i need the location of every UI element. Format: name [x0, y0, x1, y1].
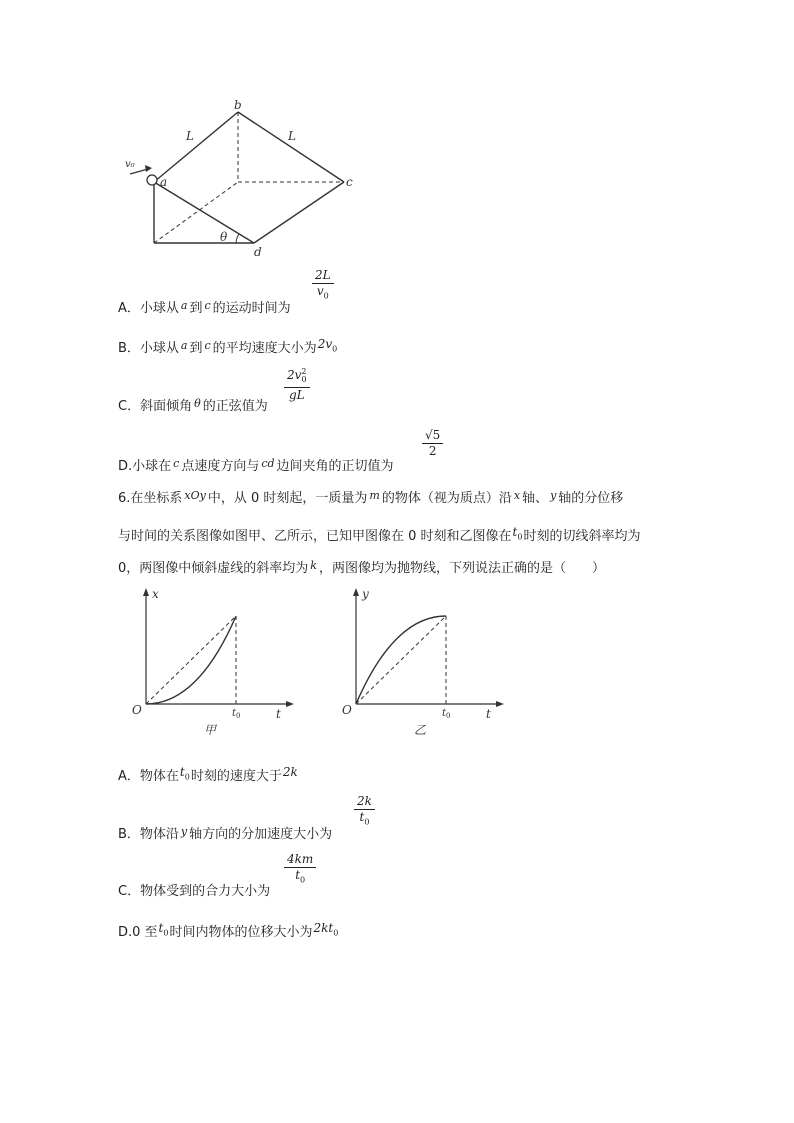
q6-option-c: C．物体受到的合力大小为: [118, 884, 271, 899]
yi-x-arrow: [496, 701, 504, 707]
jia-y-label: x: [152, 587, 159, 601]
label-L-right: L: [288, 129, 296, 143]
incline-figure: [118, 100, 368, 260]
q6-stem-line3: 0，两图像中倾斜虚线的斜率均为 $^k$ ，两图像均为抛物线，下列说法正确的是（ ）: [118, 559, 605, 576]
label-v0: v₀: [125, 159, 135, 170]
q5-option-d: D.小球在 $^c$ 点速度方向与 $^{cd}$ 边间夹角的正切值为: [118, 457, 394, 474]
jia-y-arrow: [143, 588, 149, 596]
edge-b-c: [238, 112, 344, 182]
yi-caption: 乙: [414, 723, 427, 737]
q6-c-fraction: $\frac{4km}{t_0}$: [284, 852, 316, 887]
velocity-arrowhead: [145, 165, 152, 172]
q5-c-fraction: $\frac{2v^2_0}{gL}$: [284, 364, 310, 403]
yi-x-label: t: [486, 707, 491, 721]
q5-a-fraction: $\frac{2L}{v_0}$: [312, 268, 334, 303]
edge-a-b: [154, 112, 238, 182]
jia-caption: 甲: [204, 723, 217, 737]
label-theta: θ: [220, 230, 228, 244]
yi-y-arrow: [353, 588, 359, 596]
jia-x-arrow: [286, 701, 294, 707]
graph-yi: [338, 586, 508, 742]
q5-option-a: A．小球从 $^a$ 到 $^c$ 的运动时间为: [118, 299, 291, 316]
label-b: b: [234, 100, 242, 112]
label-d: d: [254, 245, 262, 259]
graph-jia: [128, 586, 298, 742]
label-L-left: L: [186, 129, 194, 143]
q6-option-a: A．物体在$t_0$时刻的速度大于2k: [118, 765, 298, 784]
q6-option-b: B．物体沿 $^y$ 轴方向的分加速度大小为: [118, 825, 333, 842]
jia-dashed-slope: [146, 616, 236, 704]
label-a: a: [160, 175, 168, 189]
yi-y-label: y: [362, 587, 369, 601]
q6-b-fraction: $\frac{2k}{t_0}$: [354, 794, 375, 829]
yi-dashed-slope: [356, 616, 446, 704]
jia-x-label: t: [276, 707, 281, 721]
yi-tick-t0: $t_0$: [442, 708, 451, 720]
q5-option-b: B．小球从 $^a$ 到 $^c$ 的平均速度大小为$2v_0$: [118, 337, 338, 356]
jia-tick-t0: $t_0$: [232, 708, 241, 720]
q6-stem-line2: 与时间的关系图像如图甲、乙所示，已知甲图像在 0 时刻和乙图像在$t_0$时刻的切线斜率均为: [118, 525, 641, 544]
theta-arc: [236, 234, 239, 243]
q5-d-fraction: $\frac{√5}{2}$: [422, 428, 443, 459]
q6-option-d: D.0 至$t_0$时间内物体的位移大小为$2kt_0$: [118, 921, 339, 940]
q5-option-c: C．斜面倾角 $^\theta$ 的正弦值为: [118, 397, 268, 414]
yi-origin: O: [342, 703, 352, 717]
label-c: c: [346, 175, 353, 189]
jia-origin: O: [132, 703, 142, 717]
edge-c-d: [254, 182, 344, 243]
edge-a-d: [154, 182, 254, 243]
q6-stem-line1: 6.在坐标系 $^{xOy}$ 中，从 0 时刻起，一质量为 $^m$ 的物体（视为质点）沿 $^x$ 轴、 $^y$ 轴的分位移: [118, 489, 624, 506]
ball: [147, 175, 157, 185]
